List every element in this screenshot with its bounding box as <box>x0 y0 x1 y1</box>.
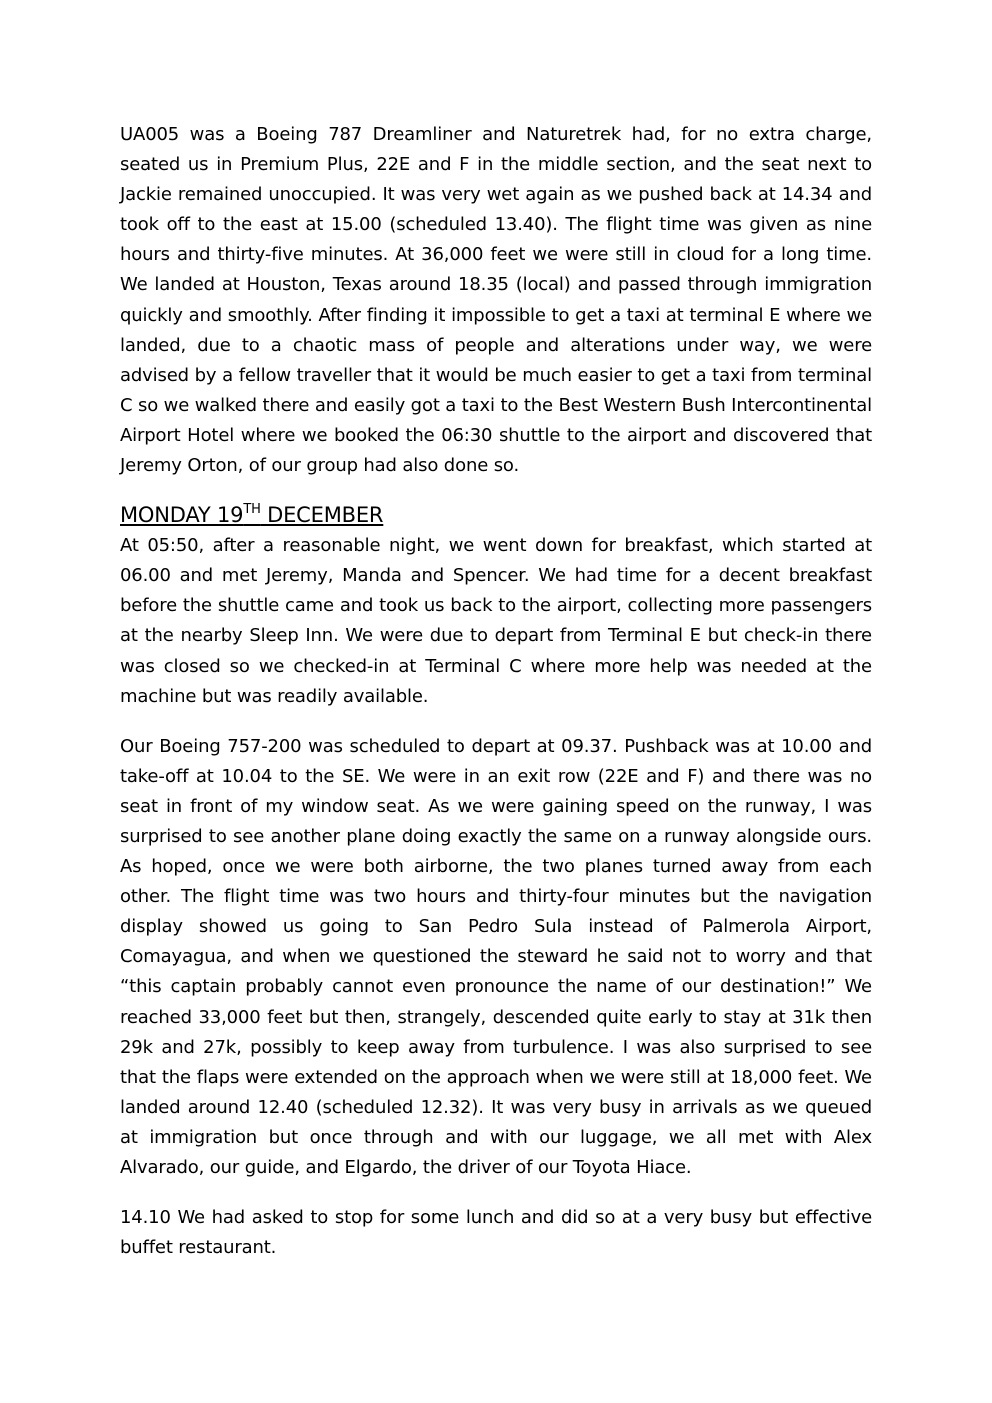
paragraph-lunch-stop: 14.10 We had asked to stop for some lunch and did so at a very busy but effective buffet restaurant. <box>120 1207 872 1259</box>
document-body <box>120 120 872 1263</box>
section-heading-block <box>120 501 872 529</box>
paragraph-flight-to-houston: UA005 was a Boeing 787 Dreamliner and Naturetrek had, for no extra charge, seated us in Premium Plus, 22E and F in the middle section, and the seat next to Jackie remained unoccupied. It was very wet again as we pushed back at 14.34 and took off to the east at 15.00 (scheduled 13.40). The flight time was given as nine hours and thirty-five minutes. At 36,000 feet we were still in cloud for a long time. We landed at Houston, Texas around 18.35 (local) and passed through immigration quickly and smoothly. After finding it impossible to get a taxi at terminal E where we landed, due to a chaotic mass of people and alterations under way, we were advised by a fellow traveller that it would be much easier to get a taxi from terminal C so we walked there and easily got a taxi to the Best Western Bush Intercontinental Airport Hotel where we booked the 06:30 shuttle to the airport and discovered that Jeremy Orton, of our group had also done so. <box>120 124 872 477</box>
heading-ordinal-superscript: TH <box>243 502 261 518</box>
paragraph-breakfast-and-checkin: At 05:50, after a reasonable night, we went down for breakfast, which started at 06.00 and met Jeremy, Manda and Spencer. We had time for a decent breakfast before the shuttle came and took us back to the airport, collecting more passengers at the nearby Sleep Inn. We were due to depart from Terminal E but check-in there was closed so we checked-in at Terminal C where more help was needed at the machine but was readily available. <box>120 535 872 707</box>
heading-month-text: DECEMBER <box>260 503 384 528</box>
heading-date-text: MONDAY 19 <box>120 503 244 528</box>
paragraph-flight-to-comayagua: Our Boeing 757-200 was scheduled to depart at 09.37. Pushback was at 10.00 and take-off at 10.04 to the SE. We were in an exit row (22E and F) and there was no seat in front of my window seat. As we were gaining speed on the runway, I was surprised to see another plane doing exactly the same on a runway alongside ours. As hoped, once we were both airborne, the two planes turned away from each other. The flight time was two hours and thirty-four minutes but the navigation display showed us going to San Pedro Sula instead of Palmerola Airport, Comayagua, and when we questioned the steward he said not to worry and that “this captain probably cannot even pronounce the name of our destination!” We reached 33,000 feet but then, strangely, descended quite early to stay at 31k then 29k and 27k, possibly to keep away from turbulence. I was also surprised to see that the flaps were extended on the approach when we were still at 18,000 feet. We landed around 12.40 (scheduled 12.32). It was very busy in arrivals as we queued at immigration but once through and with our luggage, we all met with Alex Alvarado, our guide, and Elgardo, the driver of our Toyota Hiace. <box>120 735 872 1178</box>
section-heading-monday-19th-december <box>120 501 872 529</box>
